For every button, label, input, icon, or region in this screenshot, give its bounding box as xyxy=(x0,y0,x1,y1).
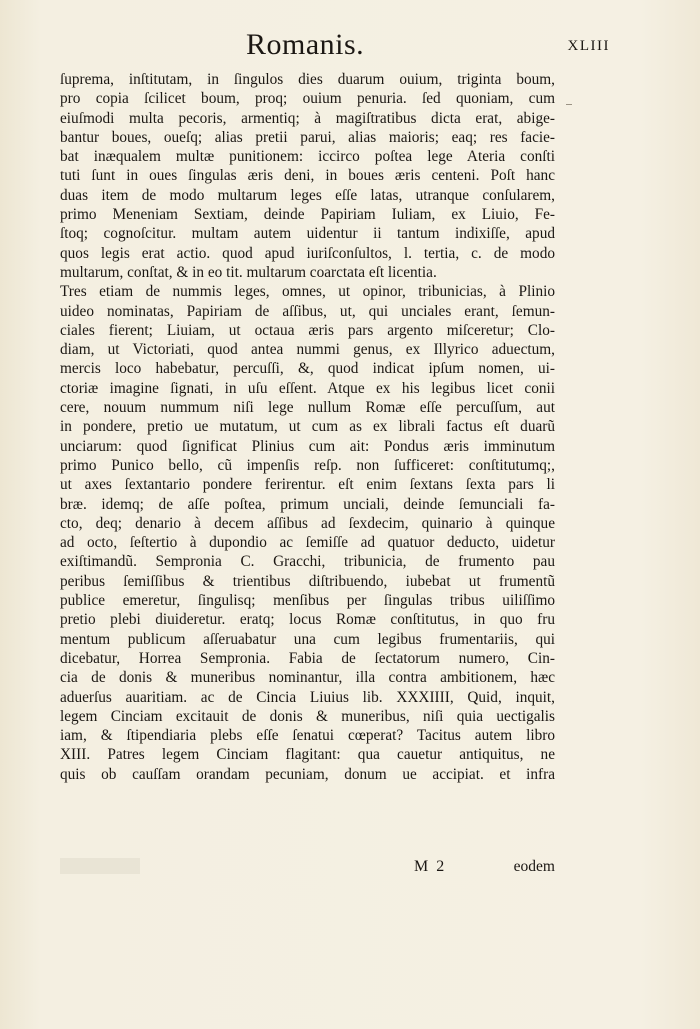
text-line: cere, nouum nummum niſi lege nullum Romæ eſſe percuſſum, aut xyxy=(60,399,555,417)
text-line: bræ. idemq; de aſſe poſtea, primum unciali, deinde ſemunciali fa- xyxy=(60,495,555,513)
page-footer xyxy=(60,858,555,878)
text-line: unciarum: quod ſignificat Plinius cum ait: Pondus æris imminutum xyxy=(60,437,555,455)
text-line: uideo nominatas, Papiriam de aſſibus, ut, qui unciales erant, ſemun- xyxy=(60,302,555,320)
text-line: iam, & ſtipendiaria plebs eſſe ſenatui cœperat? Tacitus autem libro xyxy=(60,727,555,745)
text-line: dicebatur, Horrea Sempronia. Fabia de ſectatorum numero, Cin- xyxy=(60,649,555,667)
text-line: peribus ſemiſſibus & trientibus diſtribuendo, iubebat ut frumentũ xyxy=(60,572,555,590)
text-line: ſuprema, inſtitutam, in ſingulos dies duarum ouium, triginta boum, xyxy=(60,71,555,88)
text-line: in pondere, pretio ue mutatum, ut cum as ex librali factus eſt duarũ xyxy=(60,418,555,436)
text-line: pro copia ſcilicet boum, proq; ouium penuria. ſed quoniam, cum xyxy=(60,90,555,108)
text-line: bantur boues, oueſq; alias pretii parui, alias maioris; eaq; res facie- xyxy=(60,128,555,146)
text-line: quos legis erat actio. quod apud iuriſconſultos, l. tertia, c. de modo xyxy=(60,244,555,262)
text-line: diam, ut Victoriati, quod antea nummi genus, ex Illyrico aduectum, xyxy=(60,341,555,359)
text-line: quis ob cauſſam orandam pecuniam, donum ue accipiat. et infra xyxy=(60,765,555,783)
folio-number: XLIII xyxy=(567,38,610,54)
text-line: ut axes ſextantario pondere ferirentur. eſt enim ſextans ſexta pars li xyxy=(60,476,555,494)
text-line: ſtoq; cognoſcitur. multam autem uidentur ii tantum indixiſſe, apud xyxy=(60,225,555,243)
running-title: Romanis. xyxy=(246,28,365,61)
body-text xyxy=(60,70,555,784)
text-line: Tres etiam de nummis leges, omnes, ut opinor, tribunicias, à Plinio xyxy=(60,283,555,301)
text-line: mercis loco habebatur, percuſſi, &, quod indicat ipſum nomen, ui- xyxy=(60,360,555,378)
text-line: exiſtimandũ. Sempronia C. Gracchi, tribunicia, de frumento pau xyxy=(60,553,555,571)
text-line: eiuſmodi multa pecoris, armentiq; à magiſtratibus dicta erat, abige- xyxy=(60,109,555,127)
signature-mark: M 2 xyxy=(414,858,447,875)
text-line: primo Meneniam Sextiam, deinde Papiriam Iuliam, ex Liuio, Fe- xyxy=(60,206,555,224)
text-line: XIII. Patres legem Cinciam flagitant: qua cauetur antiquitus, ne xyxy=(60,746,555,764)
text-line: ciales fierent; Liuiam, ut octaua æris pars argento miſceretur; Clo- xyxy=(60,321,555,339)
text-line: cto, deq; denario à decem aſſibus ad ſexdecim, quinario à quinque xyxy=(60,514,555,532)
text-line: legem Cinciam excitauit de donis & muneribus, niſi quia uectigalis xyxy=(60,707,555,725)
text-line: mentum publicum aſſeruabatur una cum legibus frumentariis, qui xyxy=(60,630,555,648)
text-line: cia de donis & muneribus nominantur, illa contra ambitionem, hæc xyxy=(60,669,555,687)
text-line: publice emeretur, ſingulisq; menſibus per ſingulas tribus uiliſſimo xyxy=(60,592,555,610)
text-line: multarum, conſtat, & in eo tit. multarum coarctata eſt licentia. xyxy=(60,263,437,281)
page-header xyxy=(60,28,620,72)
text-line: aduerſus auaritiam. ac de Cincia Liuius lib. XXXIIII, Quid, inquit, xyxy=(60,688,555,706)
catchword: eodem xyxy=(513,858,555,875)
text-line: primo Punico bello, cũ impenſis reſp. non ſufficeret: conſtitutumq;, xyxy=(60,456,555,474)
margin-mark xyxy=(566,104,572,105)
text-line: ctoriæ imagine ſignati, in uſu eſſent. Atque ex his legibus licet conii xyxy=(60,379,555,397)
text-line: ad octo, ſeſtertio à dupondio ac ſemiſſe ad quatuor deducto, uidetur xyxy=(60,534,555,552)
text-line: duas item de modo multarum leges eſſe latas, utranque conſularem, xyxy=(60,186,555,204)
text-line: bat inæqualem multæ punitionem: iccirco poſtea lege Ateria conſti xyxy=(60,148,555,166)
text-line: tuti ſunt in oues ſingulas æris deni, in boues æris centeni. Poſt hanc xyxy=(60,167,555,185)
text-line: pretio plebi diuideretur. eratq; locus Romæ conſtitutus, in quo fru xyxy=(60,611,555,629)
